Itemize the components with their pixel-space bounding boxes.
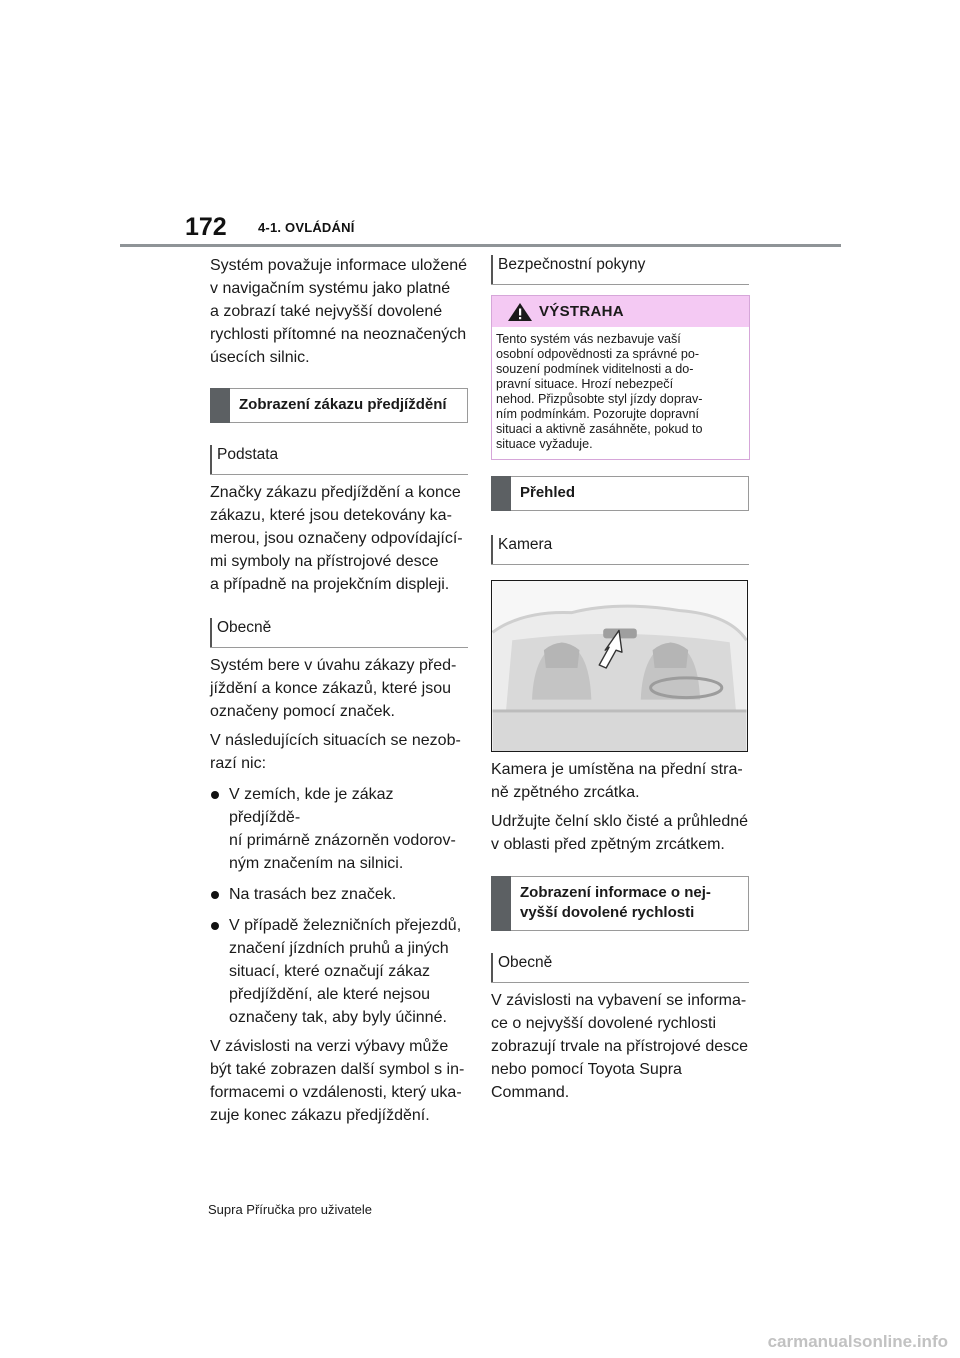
heading-overtaking-display: Zobrazení zákazu předjíždění <box>210 388 468 423</box>
section-title: 4-1. OVLÁDÁNÍ <box>258 220 355 235</box>
subheading-safety: Bezpečnostní pokyny <box>491 255 749 285</box>
general-paragraph-2: V následujících situacích se nezob- razí nic: <box>210 732 461 772</box>
bullet-dot-icon <box>211 891 219 899</box>
camera-paragraph-2: Udržujte čelní sklo čisté a průhledné v oblasti před zpětným zrcátkem. <box>491 813 749 853</box>
subheading-general-2: Obecně <box>491 953 749 983</box>
subheading-general: Obecně <box>210 618 468 648</box>
warning-title: VÝSTRAHA <box>539 303 624 320</box>
subheading-camera: Kamera <box>491 535 749 565</box>
page-number: 172 <box>185 213 227 241</box>
warning-box <box>491 295 750 460</box>
list-item: V případě železničních přejezdů, značení jízdních pruhů a jiných situací, které označují zákaz předjíždění, ale které nejsou označeny tak, aby byly účinné. <box>210 914 468 1029</box>
heading-overview: Přehled <box>491 476 749 511</box>
warning-triangle-icon <box>507 302 533 322</box>
camera-paragraph-1: Kamera je umístěna na přední stra- ně zpětného zrcátka. <box>491 761 743 801</box>
principle-paragraph: Značky zákazu předjíždění a konce zákazu, které jsou detekovány ka- merou, jsou označeny odpovídající- mi symboly na přístrojové desce a případně na projekčním displeji. <box>210 484 463 593</box>
intro-paragraph: Systém považuje informace uložené v navigačním systému jako platné a zobrazí také nejvyšší dovolené rychlosti přítomné na neoznačených úsecích silnic. <box>210 257 468 366</box>
watermark: carmanualsonline.info <box>767 1332 948 1351</box>
left-column <box>210 254 468 1127</box>
header-divider <box>120 244 841 247</box>
general-paragraph-1: Systém bere v úvahu zákazy před- jíždění a konce zákazů, které jsou označeny pomocí značek. <box>210 657 457 720</box>
speed-paragraph: V závislosti na vybavení se informa- ce o nejvyšší dovolené rychlosti zobrazují trvale na přístrojové desce nebo pomocí Toyota Supra Command. <box>491 992 749 1101</box>
list-item: Na trasách bez značek. <box>210 883 468 906</box>
bullet-dot-icon <box>211 922 219 930</box>
bullet-dot-icon <box>211 791 219 799</box>
general-paragraph-3: V závislosti na verzi výbavy může být také zobrazen další symbol s in- formacemi o vzdálenosti, který uka- zuje konec zákazu předjíždění. <box>210 1038 465 1124</box>
subheading-principle: Podstata <box>210 445 468 475</box>
warning-text: Tento systém vás nezbavuje vaší osobní odpovědnosti za správné po- souzení podmínek viditelnosti a do- pravní situace. Hrozí nebezpečí nehod. Přizpůsobte styl jízdy doprav- ním podmínkám. Pozorujte dopravní situaci a aktivně zasáhněte, pokud to situace vyžaduje. <box>496 332 703 451</box>
warning-header <box>492 296 749 327</box>
list-item: V zemích, kde je zákaz předjíždě- ní primárně znázorněn vodorov- ným značením na silnici. <box>210 783 468 875</box>
heading-speed-limit-info: Zobrazení informace o nej- vyšší dovolené rychlosti <box>491 876 749 931</box>
footer-title: Supra Příručka pro uživatele <box>208 1202 373 1217</box>
right-column <box>491 255 749 1104</box>
camera-location-image <box>491 580 748 752</box>
